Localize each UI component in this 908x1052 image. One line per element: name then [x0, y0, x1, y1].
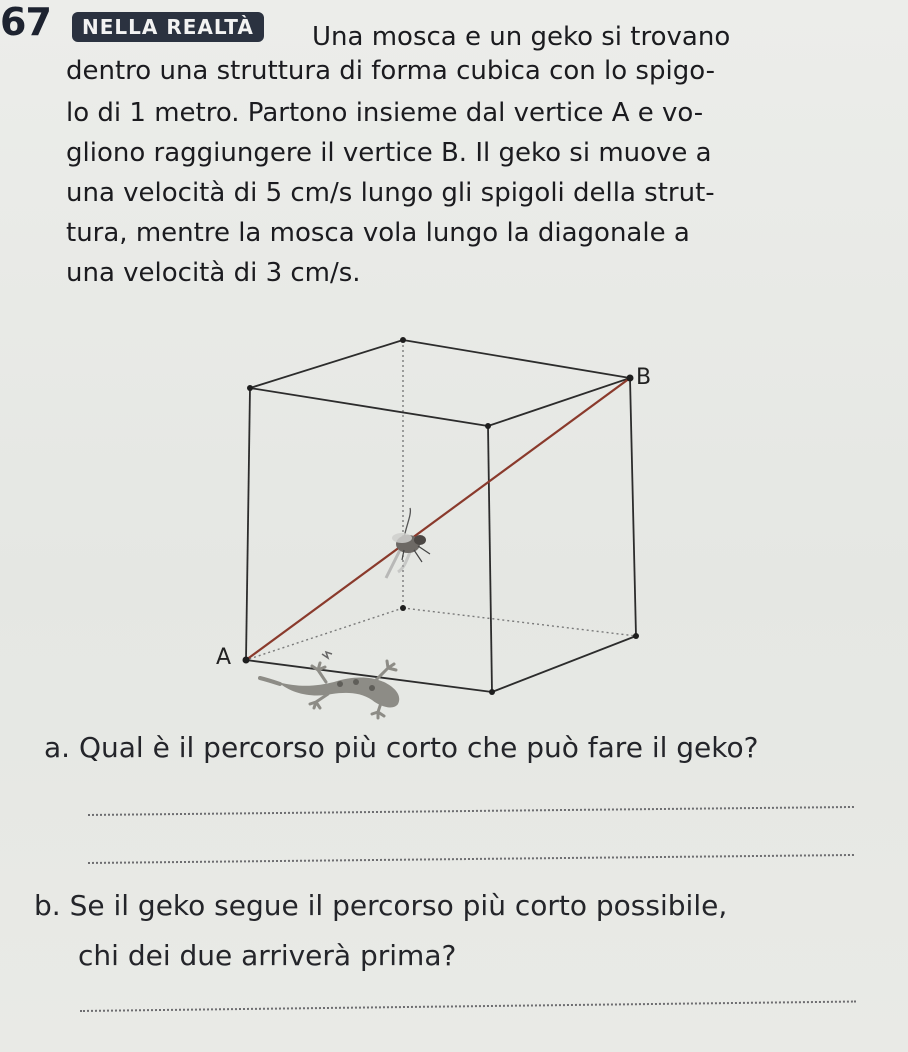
cube-edge [492, 636, 636, 692]
vertex-dot [485, 423, 491, 429]
vertex-label-b: B [636, 365, 652, 390]
question-b-line-2: chi dei due arriverà prima? [78, 939, 457, 972]
problem-text-line: Una mosca e un geko si trovano [312, 22, 731, 52]
vertex-dot-a [243, 657, 250, 664]
problem-text-line: lo di 1 metro. Partono insieme dal vertice A e vo- [66, 98, 704, 128]
question-b-line-1: b. Se il geko segue il percorso più corto possibile, [34, 889, 728, 922]
problem-text-line: una velocità di 3 cm/s. [66, 258, 361, 288]
cube-edge [488, 378, 630, 426]
cube-edge [246, 388, 250, 660]
question-a: a. Qual è il percorso più corto che può fare il geko? [44, 731, 759, 764]
cube-edge [250, 340, 403, 388]
problem-text-line: tura, mentre la mosca vola lungo la diagonale a [66, 218, 690, 248]
hidden-edge [246, 608, 403, 660]
vertex-dot [247, 385, 253, 391]
hidden-edge [403, 608, 636, 636]
cube-edge [488, 426, 492, 692]
vertex-label-a: A [216, 645, 232, 670]
vertex-dot [400, 337, 406, 343]
exercise-number: 67 [0, 0, 51, 44]
pencil-mark [322, 652, 332, 658]
cube-edge [403, 340, 630, 378]
gecko-icon [260, 661, 399, 718]
problem-text-line: dentro una struttura di forma cubica con lo spigo- [66, 56, 715, 86]
cube-edge [630, 378, 636, 636]
hidden-edges [246, 340, 636, 660]
vertex-dot-b [627, 375, 634, 382]
fly-icon [386, 508, 430, 578]
problem-text-line: gliono raggiungere il vertice B. Il geko si muove a [66, 138, 712, 168]
nella-realta-badge: NELLA REALTÀ [72, 12, 264, 42]
vertex-dot [400, 605, 406, 611]
space-diagonal [246, 378, 630, 660]
cube-edge [250, 388, 488, 426]
problem-text-line: una velocità di 5 cm/s lungo gli spigoli della strut- [66, 178, 715, 208]
vertex-dot [489, 689, 495, 695]
vertex-dot [633, 633, 639, 639]
